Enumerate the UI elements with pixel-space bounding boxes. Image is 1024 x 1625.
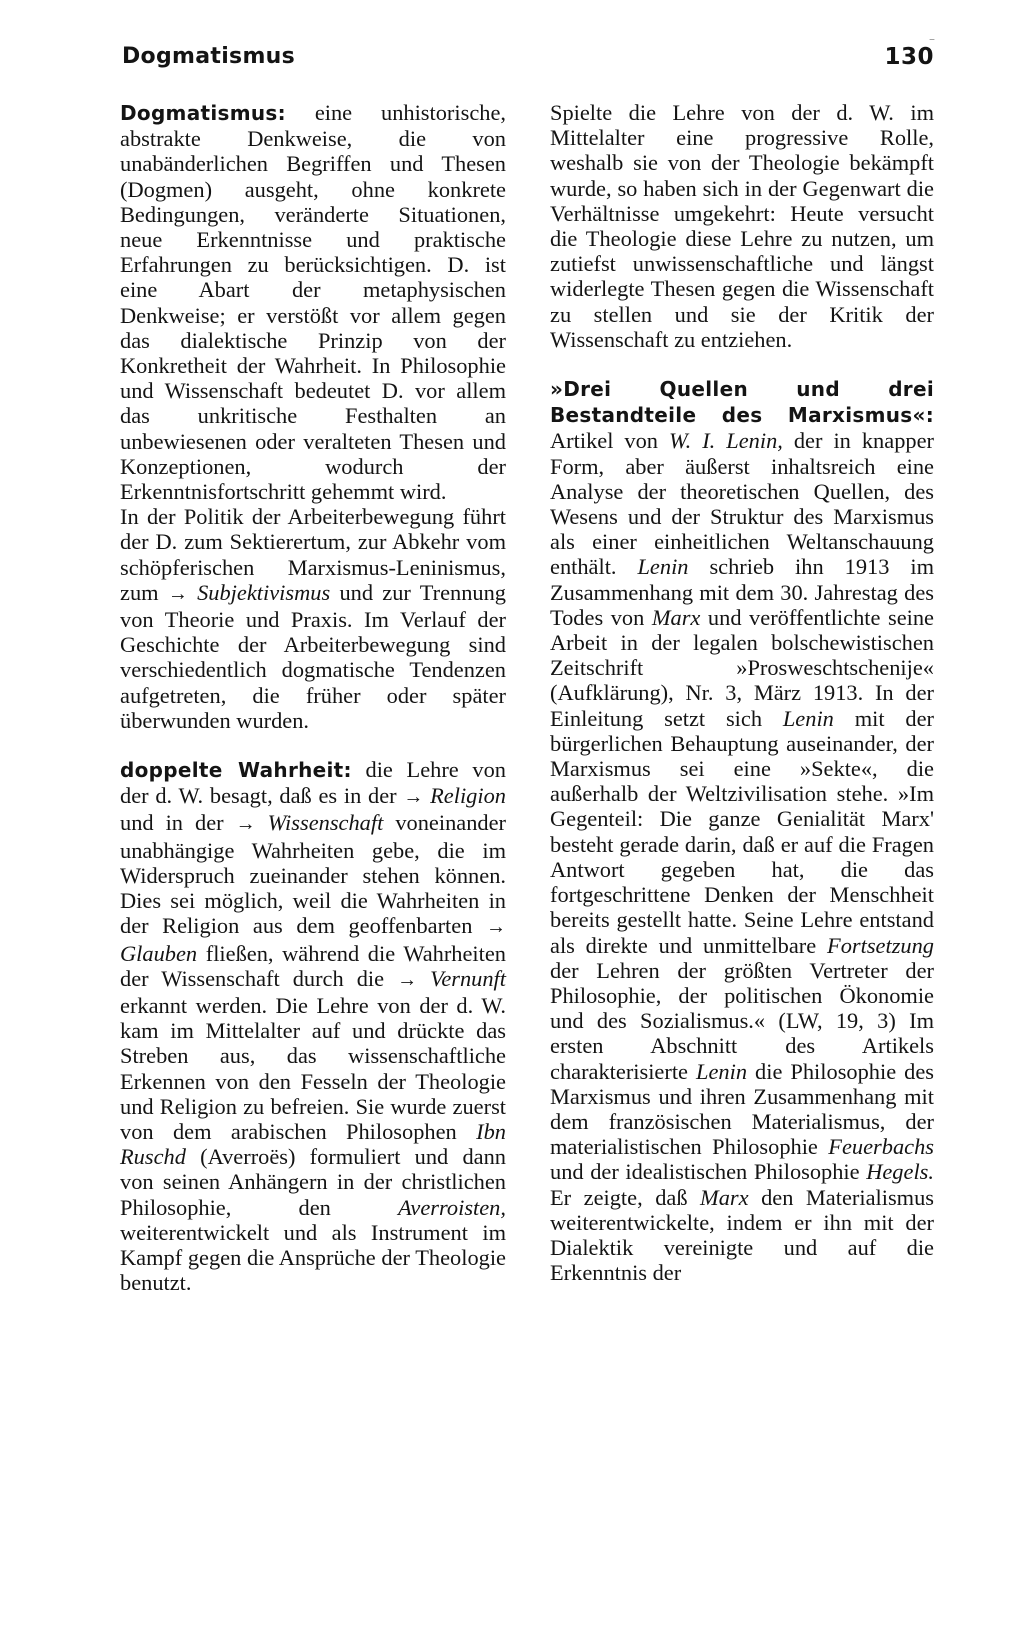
entry-dogmatismus-paragraph-2	[120, 504, 506, 733]
entry-dogmatismus	[120, 100, 506, 733]
person-name-marx: Marx	[651, 604, 701, 630]
entry-dq-text-2: der in knapper Form, aber äußerst inhaltsreich eine Analyse der theoretischen Quellen, des Wesens und der Struktur des Marxismus als einer einheitlichen Weltanschauung enthält.	[550, 428, 934, 580]
cross-reference-arrow-icon: →	[235, 813, 256, 836]
cross-reference-arrow-icon: →	[397, 968, 418, 991]
person-name-lenin: Lenin	[637, 554, 689, 580]
entry-dq-text-7: die Philosophie des Marxismus und ihren Zusammenhang mit dem französischen Materialismus, der materialistischen Philosophie	[550, 1058, 934, 1160]
entry-dw-text-8: Spielte die Lehre von der d. W. im Mittelalter eine progressive Rolle, weshalb sie von der Theologie bekämpft wurde, so haben sich in der Gegenwart die Verhältnisse umgekehrt: Heute versucht die Theologie diese Lehre zu nutzen, um zutiefst unwissenschaftliche und längst widerlegte Thesen gegen die Wissenschaft zu stellen und sie der Kritik der Wissenschaft zu entziehen.	[550, 100, 934, 352]
entry-dq-text-8: und der idealistischen Philosophie	[550, 1159, 860, 1185]
cross-reference-vernunft[interactable]: Vernunft	[430, 965, 506, 991]
person-name-lenin-full: W. I. Lenin,	[669, 428, 783, 454]
page-number: 130	[884, 44, 934, 70]
entry-dq-text-3: schrieb ihn 1913 im Zusammenhang mit dem 30. Jahrestag des Todes von	[550, 554, 934, 630]
cross-reference-wissenschaft[interactable]: Wissenschaft	[267, 810, 384, 836]
cross-reference-glauben[interactable]: Glauben	[120, 940, 198, 966]
entry-drei-quellen	[550, 376, 934, 1285]
entry-dogmatismus-paragraph-1	[120, 100, 506, 504]
entry-dq-text-10: den Materialismus weiterentwickelte, indem er ihn mit der Dialektik vereinigte und auf die Erkenntnis der	[550, 1184, 934, 1286]
entry-dogmatismus-text-2a: In der Politik der Arbeiterbewegung führt der D. zum Sektierertum, zur Abkehr vom schöpferischen Marxismus-Leninismus, zum	[120, 504, 506, 605]
entry-dw-text-3: voneinander unabhängige Wahrheiten gebe, die im Widerspruch zueinander stehen können. Dies sei möglich, weil die Wahrheiten in der Religion aus dem geoffenbarten	[120, 810, 506, 939]
cross-reference-religion[interactable]: Religion	[430, 783, 506, 809]
person-name-hegels: Hegels.	[866, 1159, 934, 1185]
cross-reference-arrow-icon: →	[403, 786, 424, 809]
entry-dq-text-4: und veröffentlichte seine Arbeit in der legalen bolschewistischen Zeitschrift »Prosweschtschenije« (Aufklärung), Nr. 3, März 1913. In der Einleitung setzt sich	[550, 604, 934, 731]
cross-reference-arrow-icon: →	[485, 916, 506, 939]
term-averroisten: Averroisten,	[397, 1194, 506, 1220]
lemma-doppelte-wahrheit: doppelte Wahrheit:	[120, 758, 352, 783]
lemma-dogmatismus: Dogmatismus:	[120, 101, 286, 125]
cross-reference-arrow-icon: →	[167, 582, 188, 605]
person-name-ibn-ruschd: Ibn Ruschd	[120, 1118, 506, 1170]
entry-dw-text-2: und in der	[120, 810, 224, 836]
entry-dogmatismus-text-2b: und zur Trennung von Theorie und Praxis. Im Verlauf der Geschichte der Arbeiterbewegung sind verschiedentlich dogmatische Tendenzen aufgetreten, die früher oder später überwunden wurden.	[120, 579, 506, 733]
entry-dq-text-6: der Lehren der größten Vertreter der Philosophie, der politischen Ökonomie und des Sozialismus.« (LW, 19, 3) Im ersten Abschnitt des Artikels charakterisierte	[550, 957, 934, 1084]
person-name-marx: Marx	[700, 1184, 749, 1210]
person-name-lenin: Lenin	[696, 1058, 748, 1084]
entry-dogmatismus-text-1: eine unhistorische, abstrakte Denkweise, die von unabänderlichen Begriffen und Thesen (Dogmen) ausgeht, ohne konkrete Bedingungen, veränderte Situationen, neue Erkenntnisse und praktische Erfahrungen zu berücksichtigen. D. ist eine Abart der metaphysischen Denkweise; er verstößt vor allem gegen das dialektische Prinzip von der Konkretheit der Wahrheit. In Philosophie und Wissenschaft bedeutet D. vor allem das unkritische Festhalten an unbewiesenen oder veralteten Thesen und Konzeptionen, wodurch der Erkenntnisfortschritt gehemmt wird.	[120, 100, 506, 505]
entry-dw-text-7: weiterentwickelt und als Instrument im Kampf gegen die Ansprüche der Theologie benutzt.	[120, 1219, 506, 1296]
lemma-drei-quellen: »Drei Quellen und drei Bestandteile des Marxismus«:	[550, 377, 934, 428]
running-head-word: Dogmatismus	[122, 44, 296, 69]
entry-dq-text-5: mit der bürgerlichen Behauptung auseinander, der Marxismus sei eine »Sekte«, die außerhalb der Weltzivilisation stehe. »Im Gegenteil: Die ganze Genialität Marx' besteht gerade darin, daß er auf die Fragen Antwort gegeben hat, die das fortgeschrittene Denken der Menschheit bereits gestellt hatte. Seine Lehre entstand als direkte und unmittelbare	[550, 705, 934, 958]
person-name-feuerbachs: Feuerbachs	[828, 1134, 934, 1160]
left-column	[120, 100, 506, 1295]
entry-dw-text-1: die Lehre von der d. W. besagt, daß es in der	[120, 757, 506, 809]
entry-dw-text-5: erkannt werden. Die Lehre von der d. W. kam im Mittelalter auf und drückte das Streben aus, das wissenschaftliche Erkennen von den Fesseln der Theologie und Religion zu befreien. Sie wurde zuerst von dem arabischen Philosophen	[120, 992, 506, 1144]
entry-dw-text-4: fließen, während die Wahrheiten der Wissenschaft durch die	[120, 940, 506, 991]
entry-doppelte-wahrheit-continued	[550, 100, 934, 352]
scan-mark-dash: –	[929, 32, 935, 46]
right-column	[550, 100, 934, 1285]
entry-dq-text-1: Artikel von	[550, 428, 659, 454]
entry-dw-text-6: (Averroës) formuliert und dann von seinen Anhängern in der christlichen Philosophie, den	[120, 1144, 506, 1220]
person-name-lenin: Lenin	[782, 705, 834, 731]
term-fortsetzung: Fortsetzung	[827, 932, 934, 958]
entry-doppelte-wahrheit	[120, 757, 506, 1295]
running-head	[122, 44, 934, 84]
cross-reference-subjektivismus[interactable]: Subjektivismus	[197, 579, 331, 605]
entry-dq-text-9: Er zeigte, daß	[550, 1184, 688, 1210]
